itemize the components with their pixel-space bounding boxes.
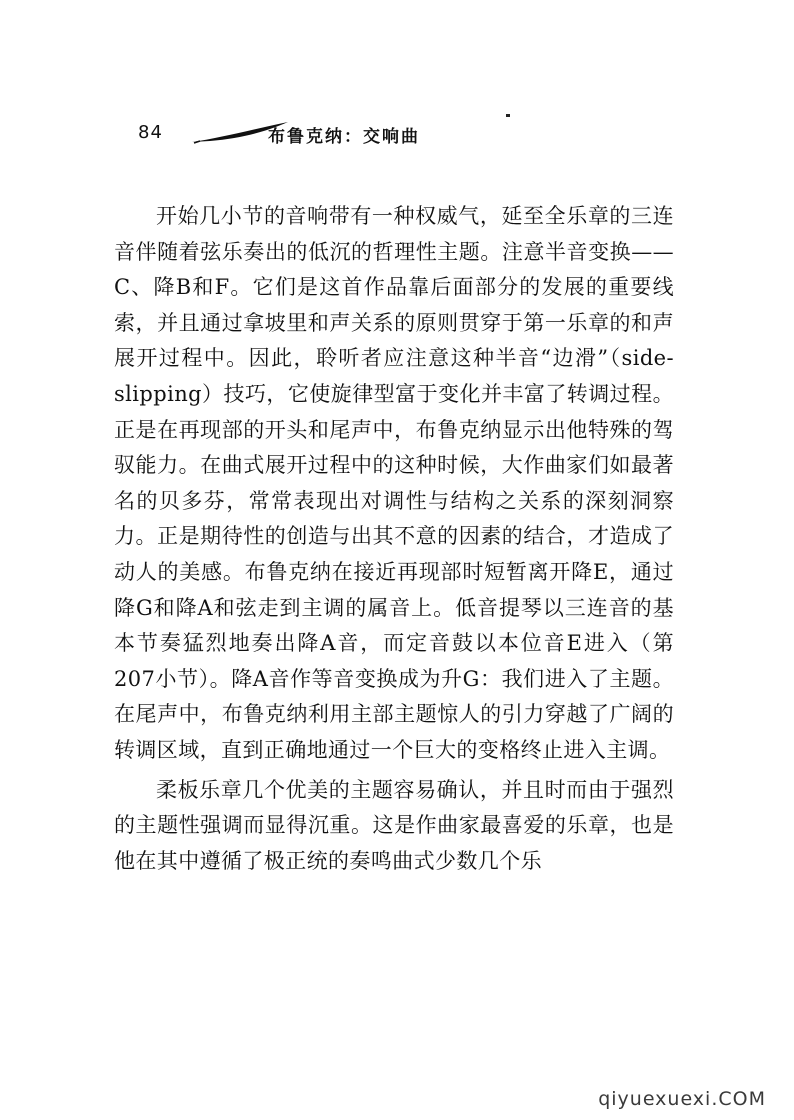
body-text: [114, 199, 674, 879]
print-mark: [506, 114, 510, 117]
paragraph-2: 柔板乐章几个优美的主题容易确认，并且时而由于强烈的主题性强调而显得沉重。这是作曲家最喜爱的乐章，也是他在其中遵循了极正统的奏鸣曲式少数几个乐: [114, 777, 674, 873]
page-header: [138, 118, 538, 152]
site-watermark: qiyuexuexi.COM: [598, 1088, 766, 1110]
running-title: 布鲁克纳：交响曲: [268, 127, 420, 147]
paragraph-1: 开始几小节的音响带有一种权威气，延至全乐章的三连音伴随着弦乐奏出的低沉的哲理性主题。注意半音变换——C、降B和F。它们是这首作品靠后面部分的发展的重要线索，并且通过拿坡里和声关系的原则贯穿于第一乐章的和声展开过程中。因此，聆听者应注意这种半音“边滑”（side-slipping）技巧，它使旋律型富于变化并丰富了转调过程。正是在再现部的开头和尾声中，布鲁克纳显示出他特殊的驾驭能力。在曲式展开过程中的这种时候，大作曲家们如最著名的贝多芬，常常表现出对调性与结构之关系的深刻洞察力。正是期待性的创造与出其不意的因素的结合，才造成了动人的美感。布鲁克纳在接近再现部时短暂离开降E，通过降G和降A和弦走到主调的属音上。低音提琴以三连音的基本节奏猛烈地奏出降A音，而定音鼓以本位音E进入（第207小节）。降A音作等音变换成为升G：我们进入了主题。在尾声中，布鲁克纳利用主部主题惊人的引力穿越了广阔的转调区域，直到正确地通过一个巨大的变格终止进入主调。: [114, 204, 674, 762]
page-number: 84: [138, 122, 163, 143]
